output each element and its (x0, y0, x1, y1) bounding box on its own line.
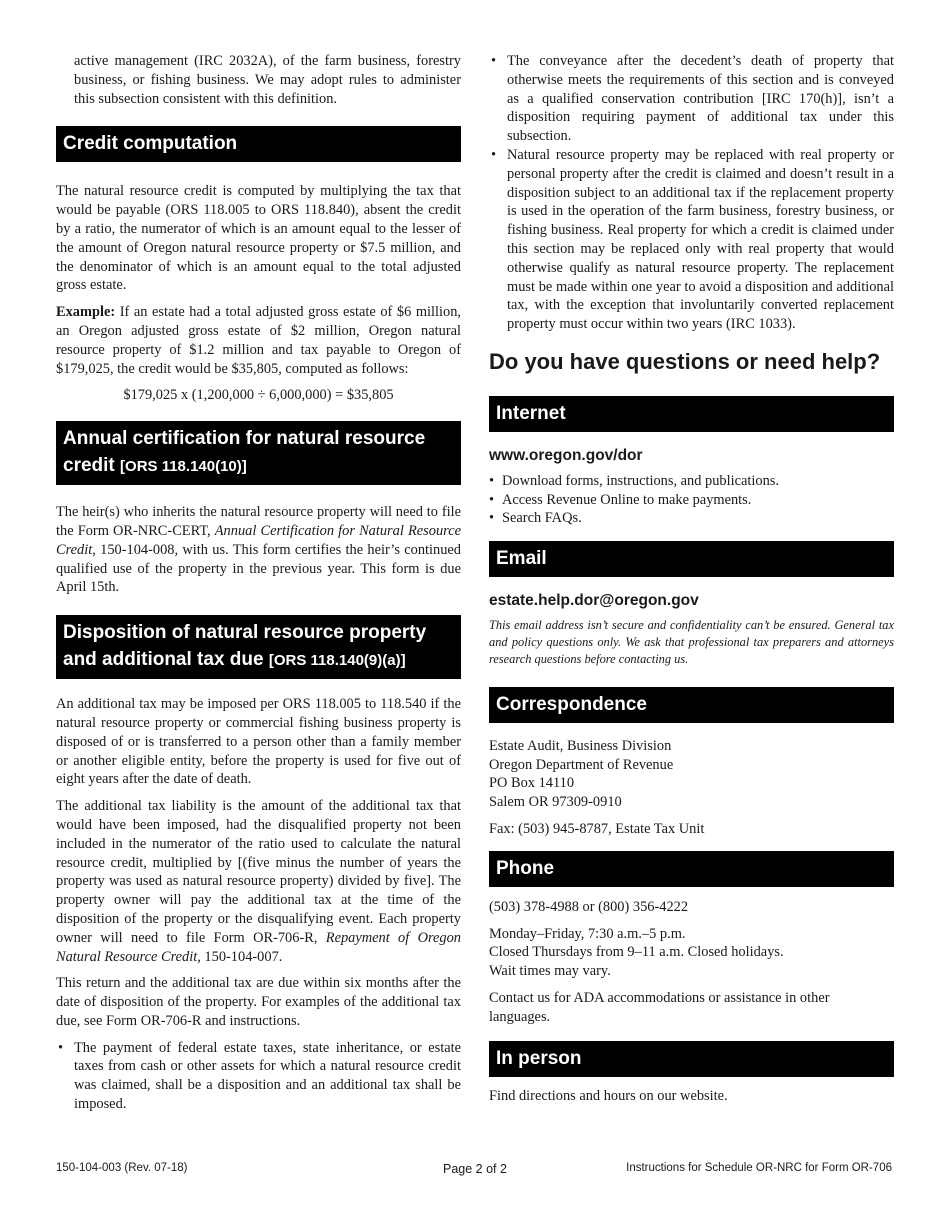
mailing-address: Estate Audit, Business Division Oregon Department of Revenue PO Box 14110 Salem OR 97309-0910 (489, 737, 674, 811)
disposition-ref: [ORS 118.140(9)(a)] (268, 652, 406, 670)
credit-computation-text: The natural resource credit is computed by multiplying the tax that would be payable (ORS 118.005 to ORS 118.840), absent the credit by a ratio, the numerator of which is an amount equal to the lesser of the amount of Oregon natural resource property or $7.5 million, and the denominator of which is an amount equal to the total adjusted gross estate. (56, 183, 461, 294)
annual-certification-heading: Annual certification for natural resource credit [ORS 118.140(10)] (56, 421, 461, 485)
disposition-para-3: This return and the additional tax are due within six months after the date of disposition of the property. For examples of the additional tax due, see Form OR-706-R and instructions. (56, 975, 461, 1029)
list-item: • Access Revenue Online to make payments. (489, 491, 894, 510)
phone-hours: Monday–Friday, 7:30 a.m.–5 p.m. Closed Thursdays from 9–11 a.m. Closed holidays. Wait times may vary. (489, 925, 784, 980)
in-person-text: Find directions and hours on our website. (489, 1087, 728, 1104)
annual-certification-ref: [ORS 118.140(10)] (120, 458, 247, 476)
disposition-para-1: An additional tax may be imposed per ORS 118.005 to 118.540 if the natural resource property or commercial fishing business property is disposed of or is transferred to a person other than a family member or another eligible entity, before the property is used for five out of eight years after the date of death. (56, 696, 461, 788)
internet-heading: Internet (489, 396, 894, 432)
email-link[interactable]: estate.help.dor@oregon.gov (489, 591, 699, 609)
disposition-heading: Disposition of natural resource property and additional tax due [ORS 118.140(9)(a)] (56, 615, 461, 679)
list-item: • The conveyance after the decedent’s death of property that otherwise meets the requirements of this section and is conveyed as a qualified conservation contribution [IRC 170(h)], isn’t a disposition requiring payment of additional tax under this subsection. (489, 52, 894, 146)
phone-numbers: (503) 378-4988 or (800) 356-4222 (489, 898, 689, 915)
email-heading: Email (489, 541, 894, 577)
intro-text: active management (IRC 2032A), of the farm business, forestry business, or fishing business. We may adopt rules to administer this subsection consistent with this definition. (74, 53, 461, 107)
right-column (489, 52, 894, 1113)
disposition-para-2: The additional tax liability is the amount of the additional tax that would have been imposed, had the disqualified property not been included in the numerator of the ratio used to calculate the natural resource credit, multiplied by [(five minus the number of years the property was used as natural resource property) divided by five]. The property owner will pay the additional tax at the time of the disposition of the property or the disqualifying event. Each property owner will need to file Form OR-706-R, Repayment of Oregon Natural Resource Credit, 150-104-007. (56, 798, 462, 965)
left-column (56, 52, 461, 1114)
email-note: This email address isn’t secure and confidentiality can’t be ensured. General tax and policy questions only. We ask that professional tax preparers and attorneys research questions before contacting us. (489, 617, 894, 666)
list-item: • Search FAQs. (489, 509, 894, 528)
footer-page-number: Page 2 of 2 (443, 1162, 507, 1176)
ada-text: Contact us for ADA accommodations or assistance in other languages. (489, 989, 830, 1025)
example-label: Example: (56, 304, 116, 321)
website-link[interactable]: www.oregon.gov/dor (489, 446, 643, 464)
formula: $179,025 x (1,200,000 ÷ 6,000,000) = $35,805 (123, 387, 394, 404)
disposition-bullets-right (489, 52, 894, 334)
help-title: Do you have questions or need help? (489, 348, 881, 374)
internet-list (489, 472, 894, 528)
example-paragraph (56, 303, 461, 378)
example-text: If an estate had a total adjusted gross estate of $6 million, an Oregon adjusted gross estate of $2 million, Oregon natural resource property of $1.2 million and tax payable to Oregon of $179,025, the credit would be $35,805, computed as follows: (56, 304, 461, 377)
repayment-form-title: Repayment of Oregon Natural Resource Credit, (56, 929, 462, 965)
phone-heading: Phone (489, 851, 894, 887)
fax-number: Fax: (503) 945-8787, Estate Tax Unit (489, 820, 705, 837)
correspondence-heading: Correspondence (489, 687, 894, 723)
list-item: • The payment of federal estate taxes, state inheritance, or estate taxes from cash or other assets for which a natural resource credit was claimed, shall be a disposition and an additional tax shall be imposed. (56, 1039, 461, 1114)
footer-form-id: 150-104-003 (Rev. 07-18) (56, 1162, 188, 1174)
annual-certification-text: The heir(s) who inherits the natural resource property will need to file the Form OR-NRC-CERT, Annual Certification for Natural Resource Credit, 150-104-008, with us. This form certifies the heir’s continued qualified use of the property in the previous year. This form is due April 15th. (56, 504, 461, 596)
credit-computation-heading: Credit computation (56, 126, 461, 162)
list-item: • Download forms, instructions, and publications. (489, 472, 894, 491)
disposition-bullets-left (56, 1039, 461, 1114)
list-item: • Natural resource property may be replaced with real property or personal property after the credit is claimed and doesn’t result in a disposition subject to an additional tax if the replacement property is used in the operation of the farm business, forestry business, or fishing business. Real property for which a credit is claimed under this section may be replaced only with real property that would otherwise qualify as natural resource property. The replacement must be made within one year to avoid a disposition and additional tax, with the exception that involuntarily converted replacement property must occur within two years (IRC 1033). (489, 146, 894, 334)
in-person-heading: In person (489, 1041, 894, 1077)
annual-cert-form-title: Annual Certification for Natural Resource Credit (56, 522, 461, 558)
footer-title: Instructions for Schedule OR-NRC for Form OR-706 (626, 1162, 892, 1174)
